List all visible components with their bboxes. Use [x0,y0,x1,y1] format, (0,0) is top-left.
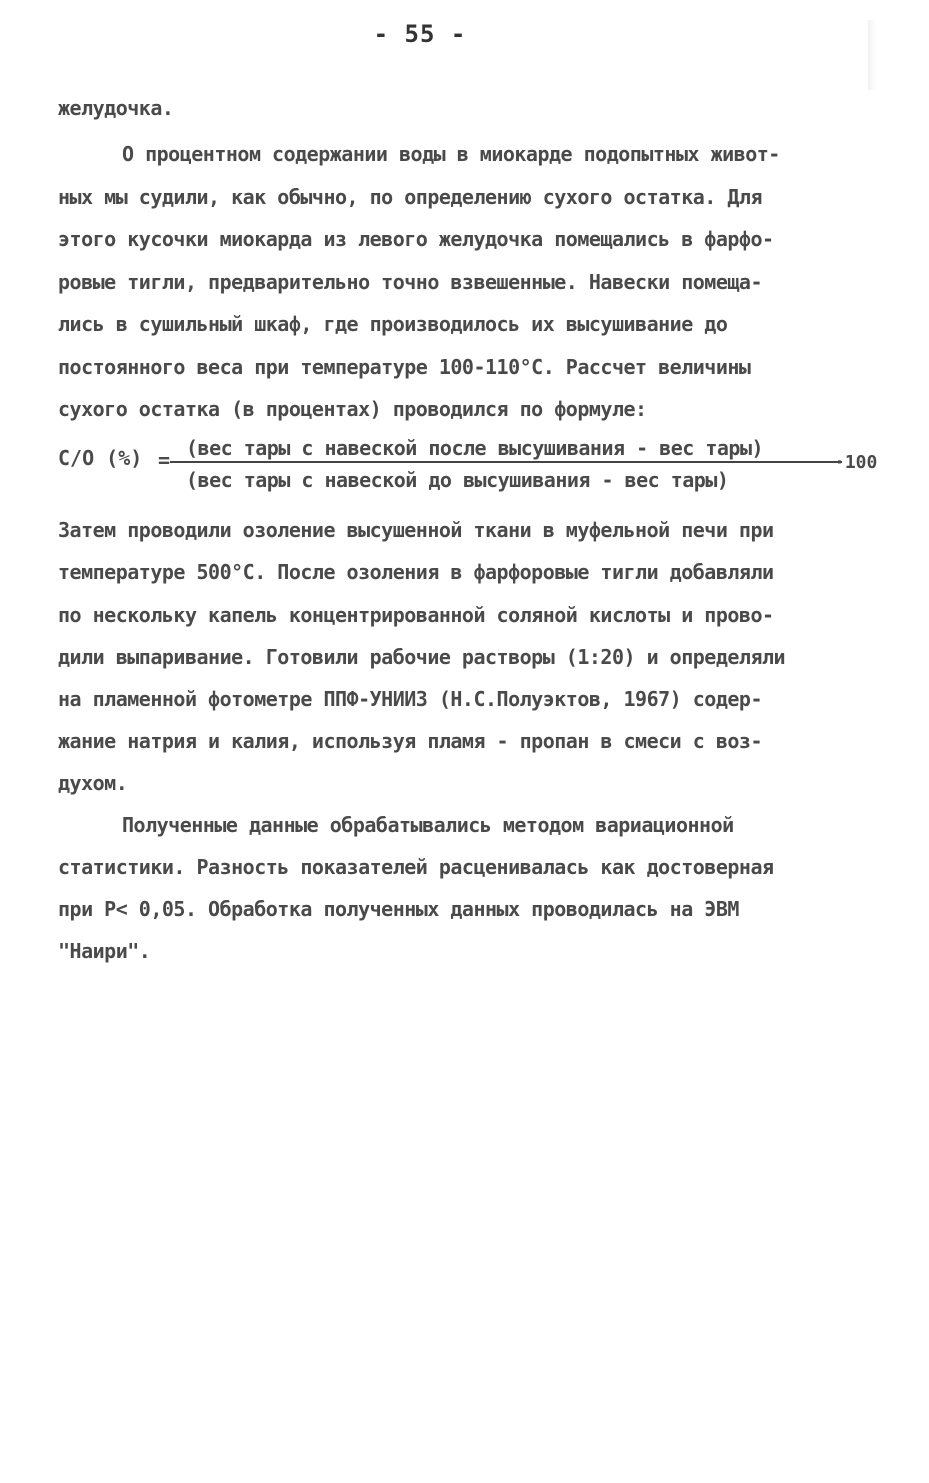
text-line: Затем проводили озоление высушенной ткани в муфельной печи при [58,518,774,542]
text-line: сухого остатка (в процентах) проводился по формуле: [58,397,647,421]
text-line: О процентном содержании воды в миокарде подопытных живот- [122,142,780,166]
text-line: лись в сушильный шкаф, где производилось их высушивание до [58,312,728,336]
text-line: "Наири". [58,939,151,963]
text-line: ровые тигли, предварительно точно взвешенные. Навески помеща- [58,270,763,294]
text-line: жание натрия и калия, используя пламя - пропан в смеси с воз- [58,729,763,753]
formula-denominator: (вес тары с навеской до высушивания - вес тары) [186,468,729,492]
text-line: Полученные данные обрабатывались методом вариационной [122,813,734,837]
scan-edge-shadow [868,20,876,90]
formula-multiplier: ·100 [834,452,878,473]
text-line: на пламенной фотометре ППФ-УНИИЗ (Н.С.Полуэктов, 1967) содер- [58,687,763,711]
text-line: температуре 500°С. После озоления в фарфоровые тигли добавляли [58,560,774,584]
text-line: ных мы судили, как обычно, по определению сухого остатка. Для [58,185,763,209]
text-line: дили выпаривание. Готовили рабочие растворы (1:20) и определяли [58,645,786,669]
fraction-bar [170,461,842,463]
text-line: статистики. Разность показателей расценивалась как достоверная [58,855,774,879]
text-line: духом. [58,771,128,795]
formula-label: С/О (%) [58,446,143,470]
text-line: желудочка. [58,96,174,120]
text-line: по нескольку капель концентрированной соляной кислоты и прово- [58,603,774,627]
dry-residue-formula [58,434,878,504]
page-number: - 55 - [373,20,467,48]
formula-numerator: (вес тары с навеской после высушивания - вес тары) [186,436,764,460]
formula-equals: = [158,448,171,472]
text-line: этого кусочки миокарда из левого желудочка помещались в фарфо- [58,227,774,251]
text-line: при Р< 0,05. Обработка полученных данных проводилась на ЭВМ [58,897,739,921]
text-line: постоянного веса при температуре 100-110°С. Рассчет величины [58,355,751,379]
